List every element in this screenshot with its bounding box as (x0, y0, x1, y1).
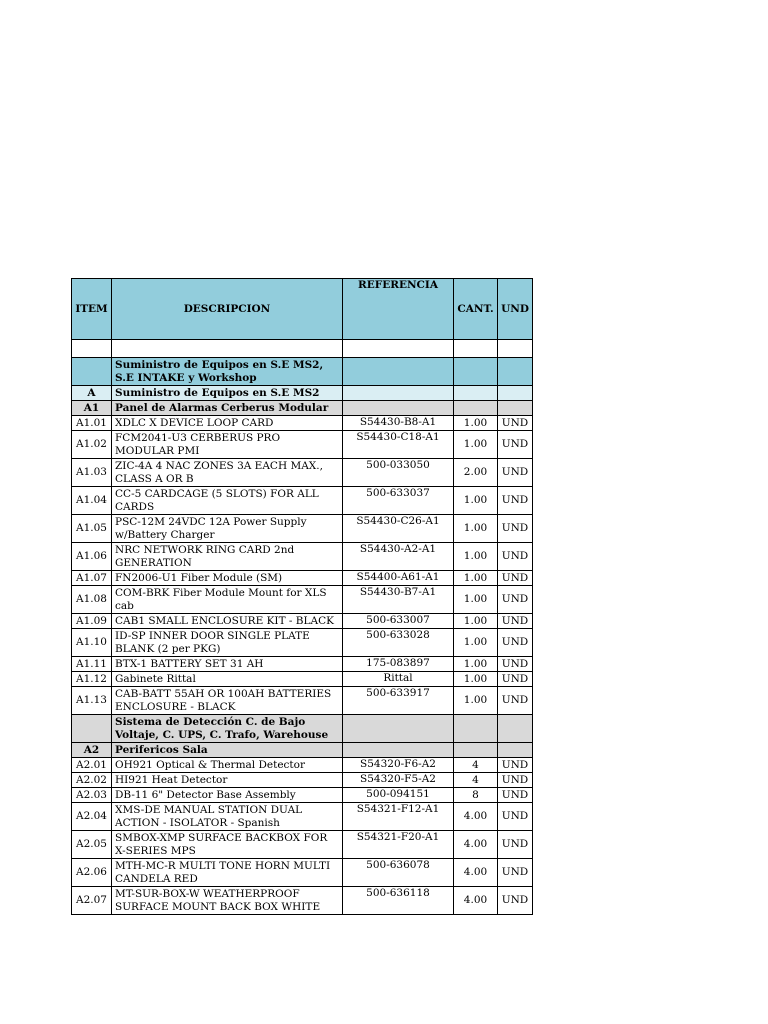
cell-und: UND (498, 629, 533, 657)
cell-item: A1.04 (72, 487, 112, 515)
cell-desc: MT-SUR-BOX-W WEATHERPROOF SURFACE MOUNT BACK BOX WHITE (112, 887, 343, 915)
cell-ref: 500-633028 (343, 629, 454, 657)
table-row (72, 773, 533, 788)
cell-und: UND (498, 758, 533, 773)
cell-item: A2.06 (72, 859, 112, 887)
equipment-table (71, 278, 533, 915)
cell-item: A1.08 (72, 586, 112, 614)
cell-qty: 1.00 (454, 487, 498, 515)
table-row (72, 831, 533, 859)
cell-ref: S54320-F6-A2 (343, 758, 454, 773)
cell-ref: S54430-C26-A1 (343, 515, 454, 543)
cell-und: UND (498, 803, 533, 831)
cell-item: A1.01 (72, 416, 112, 431)
section-row (72, 743, 533, 758)
cell-desc: NRC NETWORK RING CARD 2nd GENERATION (112, 543, 343, 571)
cell-und: UND (498, 515, 533, 543)
cell-qty: 1.00 (454, 687, 498, 715)
table-row (72, 543, 533, 571)
cell-qty (454, 743, 498, 758)
cell-ref: S54320-F5-A2 (343, 773, 454, 788)
cell-und: UND (498, 672, 533, 687)
cell-item (72, 715, 112, 743)
cell-desc: Suministro de Equipos en S.E MS2 (112, 386, 343, 401)
cell-qty: 8 (454, 788, 498, 803)
cell-und: UND (498, 788, 533, 803)
header-referencia: REFERENCIA (343, 279, 454, 340)
cell-item: A2 (72, 743, 112, 758)
cell-qty: 1.00 (454, 614, 498, 629)
table-row (72, 887, 533, 915)
cell-qty: 1.00 (454, 657, 498, 672)
header-unidad: UND (498, 279, 533, 340)
cell-und: UND (498, 657, 533, 672)
cell-ref (343, 340, 454, 358)
cell-qty: 4 (454, 773, 498, 788)
cell-item: A1.02 (72, 431, 112, 459)
cell-desc: XMS-DE MANUAL STATION DUAL ACTION - ISOLATOR - Spanish (112, 803, 343, 831)
table-row (72, 672, 533, 687)
table-row (72, 758, 533, 773)
cell-qty: 1.00 (454, 431, 498, 459)
cell-ref: S54430-C18-A1 (343, 431, 454, 459)
cell-item: A1.03 (72, 459, 112, 487)
table-row (72, 586, 533, 614)
cell-und: UND (498, 773, 533, 788)
cell-qty (454, 401, 498, 416)
header-descripcion: DESCRIPCION (112, 279, 343, 340)
cell-und (498, 340, 533, 358)
table-row (72, 788, 533, 803)
cell-ref: 500-633007 (343, 614, 454, 629)
cell-desc: PSC-12M 24VDC 12A Power Supply w/Battery Charger (112, 515, 343, 543)
table-row (72, 657, 533, 672)
cell-und: UND (498, 614, 533, 629)
cell-und: UND (498, 416, 533, 431)
cell-ref (343, 401, 454, 416)
cell-desc: CAB1 SMALL ENCLOSURE KIT - BLACK (112, 614, 343, 629)
cell-und (498, 401, 533, 416)
section-row (72, 386, 533, 401)
cell-qty: 1.00 (454, 515, 498, 543)
cell-ref (343, 386, 454, 401)
cell-item: A2.07 (72, 887, 112, 915)
cell-item: A1 (72, 401, 112, 416)
cell-desc: Perifericos Sala (112, 743, 343, 758)
cell-qty: 1.00 (454, 571, 498, 586)
table-row (72, 803, 533, 831)
cell-ref: S54321-F20-A1 (343, 831, 454, 859)
cell-desc: CC-5 CARDCAGE (5 SLOTS) FOR ALL CARDS (112, 487, 343, 515)
cell-qty (454, 358, 498, 386)
cell-desc: ZIC-4A 4 NAC ZONES 3A EACH MAX., CLASS A OR B (112, 459, 343, 487)
cell-item: A2.01 (72, 758, 112, 773)
cell-und: UND (498, 831, 533, 859)
cell-qty (454, 715, 498, 743)
cell-desc: SMBOX-XMP SURFACE BACKBOX FOR X-SERIES MPS (112, 831, 343, 859)
cell-qty: 1.00 (454, 543, 498, 571)
table-row (72, 629, 533, 657)
cell-qty: 4.00 (454, 859, 498, 887)
cell-desc: OH921 Optical & Thermal Detector (112, 758, 343, 773)
cell-und (498, 358, 533, 386)
cell-desc (112, 340, 343, 358)
cell-ref: 500-636078 (343, 859, 454, 887)
section-row (72, 358, 533, 386)
cell-qty (454, 340, 498, 358)
cell-ref (343, 743, 454, 758)
cell-ref: S54321-F12-A1 (343, 803, 454, 831)
table-row (72, 687, 533, 715)
cell-qty: 4.00 (454, 887, 498, 915)
cell-desc: MTH-MC-R MULTI TONE HORN MULTI CANDELA RED (112, 859, 343, 887)
cell-desc: COM-BRK Fiber Module Mount for XLS cab (112, 586, 343, 614)
cell-item: A1.12 (72, 672, 112, 687)
section-row (72, 401, 533, 416)
cell-desc: Suministro de Equipos en S.E MS2, S.E INTAKE y Workshop (112, 358, 343, 386)
cell-desc: BTX-1 BATTERY SET 31 AH (112, 657, 343, 672)
cell-item: A1.11 (72, 657, 112, 672)
cell-qty: 1.00 (454, 416, 498, 431)
cell-desc: XDLC X DEVICE LOOP CARD (112, 416, 343, 431)
cell-und (498, 386, 533, 401)
header-item: ITEM (72, 279, 112, 340)
cell-desc: FN2006-U1 Fiber Module (SM) (112, 571, 343, 586)
cell-und: UND (498, 859, 533, 887)
cell-und: UND (498, 586, 533, 614)
cell-ref: 500-033050 (343, 459, 454, 487)
cell-item (72, 340, 112, 358)
cell-ref: 175-083897 (343, 657, 454, 672)
cell-item: A2.03 (72, 788, 112, 803)
cell-item: A1.13 (72, 687, 112, 715)
cell-item: A1.07 (72, 571, 112, 586)
cell-ref: 500-633037 (343, 487, 454, 515)
cell-desc: Gabinete Rittal (112, 672, 343, 687)
table-row (72, 515, 533, 543)
cell-qty: 1.00 (454, 586, 498, 614)
cell-ref (343, 358, 454, 386)
cell-item: A (72, 386, 112, 401)
table-row (72, 487, 533, 515)
cell-qty: 1.00 (454, 672, 498, 687)
cell-und: UND (498, 431, 533, 459)
cell-und: UND (498, 459, 533, 487)
cell-desc: DB-11 6" Detector Base Assembly (112, 788, 343, 803)
cell-desc: ID-SP INNER DOOR SINGLE PLATE BLANK (2 per PKG) (112, 629, 343, 657)
cell-item: A1.06 (72, 543, 112, 571)
cell-item: A2.02 (72, 773, 112, 788)
cell-item: A1.10 (72, 629, 112, 657)
cell-qty: 4.00 (454, 831, 498, 859)
cell-qty: 4 (454, 758, 498, 773)
cell-desc: Panel de Alarmas Cerberus Modular (112, 401, 343, 416)
cell-item (72, 358, 112, 386)
cell-ref: S54400-A61-A1 (343, 571, 454, 586)
table-row (72, 416, 533, 431)
cell-item: A2.04 (72, 803, 112, 831)
cell-qty: 2.00 (454, 459, 498, 487)
cell-ref: S54430-B8-A1 (343, 416, 454, 431)
cell-und (498, 743, 533, 758)
table-row (72, 859, 533, 887)
cell-item: A2.05 (72, 831, 112, 859)
cell-item: A1.05 (72, 515, 112, 543)
cell-desc: CAB-BATT 55AH OR 100AH BATTERIES ENCLOSURE - BLACK (112, 687, 343, 715)
cell-und (498, 715, 533, 743)
cell-desc: FCM2041-U3 CERBERUS PRO MODULAR PMI (112, 431, 343, 459)
cell-ref: Rittal (343, 672, 454, 687)
cell-qty (454, 386, 498, 401)
cell-und: UND (498, 687, 533, 715)
cell-desc: HI921 Heat Detector (112, 773, 343, 788)
table-row (72, 431, 533, 459)
cell-und: UND (498, 571, 533, 586)
table-row (72, 614, 533, 629)
cell-qty: 1.00 (454, 629, 498, 657)
cell-ref: S54430-B7-A1 (343, 586, 454, 614)
cell-ref: 500-633917 (343, 687, 454, 715)
table-row (72, 459, 533, 487)
cell-und: UND (498, 543, 533, 571)
cell-ref: 500-636118 (343, 887, 454, 915)
cell-desc: Sistema de Detección C. de Bajo Voltaje, C. UPS, C. Trafo, Warehouse (112, 715, 343, 743)
cell-qty: 4.00 (454, 803, 498, 831)
cell-und: UND (498, 487, 533, 515)
section-row (72, 715, 533, 743)
cell-item: A1.09 (72, 614, 112, 629)
cell-ref: 500-094151 (343, 788, 454, 803)
table-row (72, 571, 533, 586)
header-row (72, 279, 533, 340)
cell-ref: S54430-A2-A1 (343, 543, 454, 571)
cell-ref (343, 715, 454, 743)
table-body (72, 340, 533, 915)
header-cantidad: CANT. (454, 279, 498, 340)
blank-row (72, 340, 533, 358)
cell-und: UND (498, 887, 533, 915)
